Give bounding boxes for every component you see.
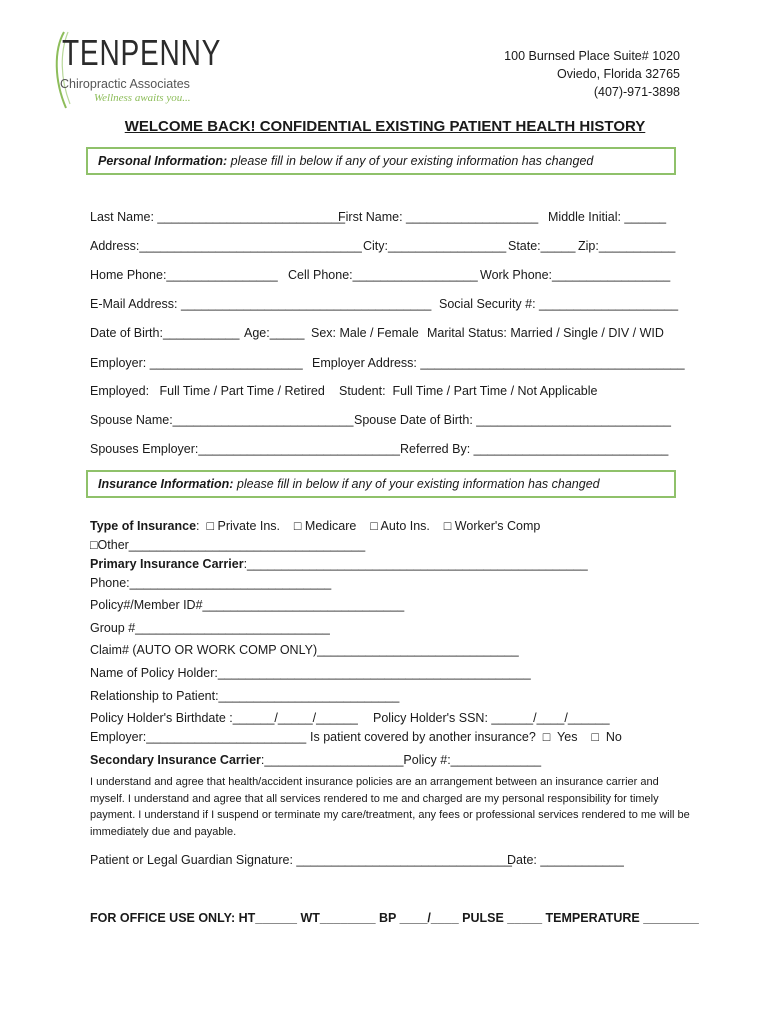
relationship-field[interactable]: Relationship to Patient:__________________________ — [90, 689, 400, 703]
other-coverage-field[interactable]: Is patient covered by another insurance? □ Yes □ No — [310, 730, 622, 744]
personal-info-note: please fill in below if any of your existing information has changed — [227, 154, 594, 168]
secondary-carrier-field[interactable]: :____________________Policy #:_____________ — [260, 753, 542, 767]
claim-field[interactable]: _____________________________ — [317, 643, 519, 657]
date-field[interactable]: Date: ____________ — [507, 853, 624, 867]
last-name-field[interactable]: Last Name: ___________________________ — [90, 210, 346, 224]
policy-holder-field[interactable]: Name of Policy Holder:_____________________________________________ — [90, 666, 531, 680]
agreement-paragraph: I understand and agree that health/accident insurance policies are an arrangement between an insurance carrier and myself. I understand and agree that all services rendered to me and charged are my personal responsibility for timely payment. I understand if I suspend or terminate my care/treatment, any fees or professional services rendered to me will be immediately due and payable. — [90, 776, 690, 838]
logo-tagline: Wellness awaits you... — [94, 92, 191, 104]
spouses-employer-field[interactable]: Spouses Employer:_____________________________ — [90, 442, 400, 456]
other-insurance-field[interactable]: □Other__________________________________ — [90, 538, 366, 552]
practice-address — [504, 47, 680, 101]
city-field[interactable]: City:_________________ — [363, 239, 507, 253]
insurance-type-options[interactable]: : □ Private Ins. □ Medicare □ Auto Ins. □ Worker's Comp — [196, 519, 541, 533]
primary-carrier-label: Primary Insurance Carrier — [90, 557, 244, 571]
claim-row[interactable] — [90, 643, 519, 657]
claim-label: Claim# (AUTO OR WORK COMP ONLY) — [90, 643, 318, 657]
referred-by-field[interactable]: Referred By: ____________________________ — [400, 442, 669, 456]
email-field[interactable]: E-Mail Address: ____________________________________ — [90, 297, 432, 311]
primary-carrier-field[interactable]: :_________________________________________________ — [243, 557, 588, 571]
state-field[interactable]: State:_____ — [508, 239, 576, 253]
holder-birthdate-field[interactable]: Policy Holder's Birthdate :______/_____/______ — [90, 711, 358, 725]
address-phone: (407)-971-3898 — [593, 85, 680, 99]
address-line-2: Oviedo, Florida 32765 — [557, 67, 680, 81]
holder-ssn-field[interactable]: Policy Holder's SSN: ______/____/______ — [373, 711, 610, 725]
employed-field[interactable]: Employed: Full Time / Part Time / Retired — [90, 384, 325, 398]
secondary-carrier-label: Secondary Insurance Carrier — [90, 753, 261, 767]
personal-info-label: Personal Information: — [98, 154, 228, 168]
insurance-info-header — [86, 470, 676, 498]
signature-field[interactable]: Patient or Legal Guardian Signature: _______________________________ — [90, 853, 512, 867]
middle-initial-field[interactable]: Middle Initial: ______ — [548, 210, 667, 224]
logo-subtitle: Chiropractic Associates — [60, 77, 190, 91]
spouse-dob-field[interactable]: Spouse Date of Birth: ____________________________ — [354, 413, 671, 427]
home-phone-field[interactable]: Home Phone:________________ — [90, 268, 278, 282]
personal-info-header — [86, 147, 676, 175]
age-field[interactable]: Age:_____ — [244, 326, 305, 340]
sex-field[interactable]: Sex: Male / Female — [311, 326, 419, 340]
zip-field[interactable]: Zip:___________ — [578, 239, 676, 253]
ssn-field[interactable]: Social Security #: ____________________ — [439, 297, 679, 311]
marital-status-field[interactable]: Marital Status: Married / Single / DIV / WID — [427, 326, 664, 340]
policy-member-field[interactable]: Policy#/Member ID#_____________________________ — [90, 598, 405, 612]
insurance-phone-field[interactable]: Phone:_____________________________ — [90, 576, 332, 590]
cell-phone-field[interactable]: Cell Phone:__________________ — [288, 268, 478, 282]
insurance-type-label: Type of Insurance — [90, 519, 197, 533]
employer-address-field[interactable]: Employer Address: ______________________________________ — [312, 356, 685, 370]
employer-field[interactable]: Employer: ______________________ — [90, 356, 303, 370]
primary-carrier-row[interactable] — [90, 557, 588, 571]
insurance-type-row[interactable] — [90, 519, 540, 533]
insurance-employer-field[interactable]: Employer:_______________________ — [90, 730, 307, 744]
first-name-field[interactable]: First Name: ___________________ — [338, 210, 539, 224]
logo-name: TENPENNY — [62, 32, 222, 73]
spouse-name-field[interactable]: Spouse Name:__________________________ — [90, 413, 354, 427]
office-use-row: FOR OFFICE USE ONLY: HT______ WT________ BP ____/____ PULSE _____ TEMPERATURE ________ — [90, 911, 699, 925]
page-title: WELCOME BACK! CONFIDENTIAL EXISTING PATIENT HEALTH HISTORY — [124, 118, 646, 135]
address-line-1: 100 Burnsed Place Suite# 1020 — [504, 49, 680, 63]
work-phone-field[interactable]: Work Phone:_________________ — [480, 268, 671, 282]
student-field[interactable]: Student: Full Time / Part Time / Not Applicable — [339, 384, 598, 398]
logo — [50, 30, 222, 110]
address-field[interactable]: Address:________________________________ — [90, 239, 362, 253]
insurance-info-note: please fill in below if any of your existing information has changed — [233, 477, 600, 491]
insurance-info-label: Insurance Information: — [98, 477, 234, 491]
group-field[interactable]: Group #____________________________ — [90, 621, 330, 635]
dob-field[interactable]: Date of Birth:___________ — [90, 326, 240, 340]
secondary-carrier-row[interactable] — [90, 753, 541, 767]
